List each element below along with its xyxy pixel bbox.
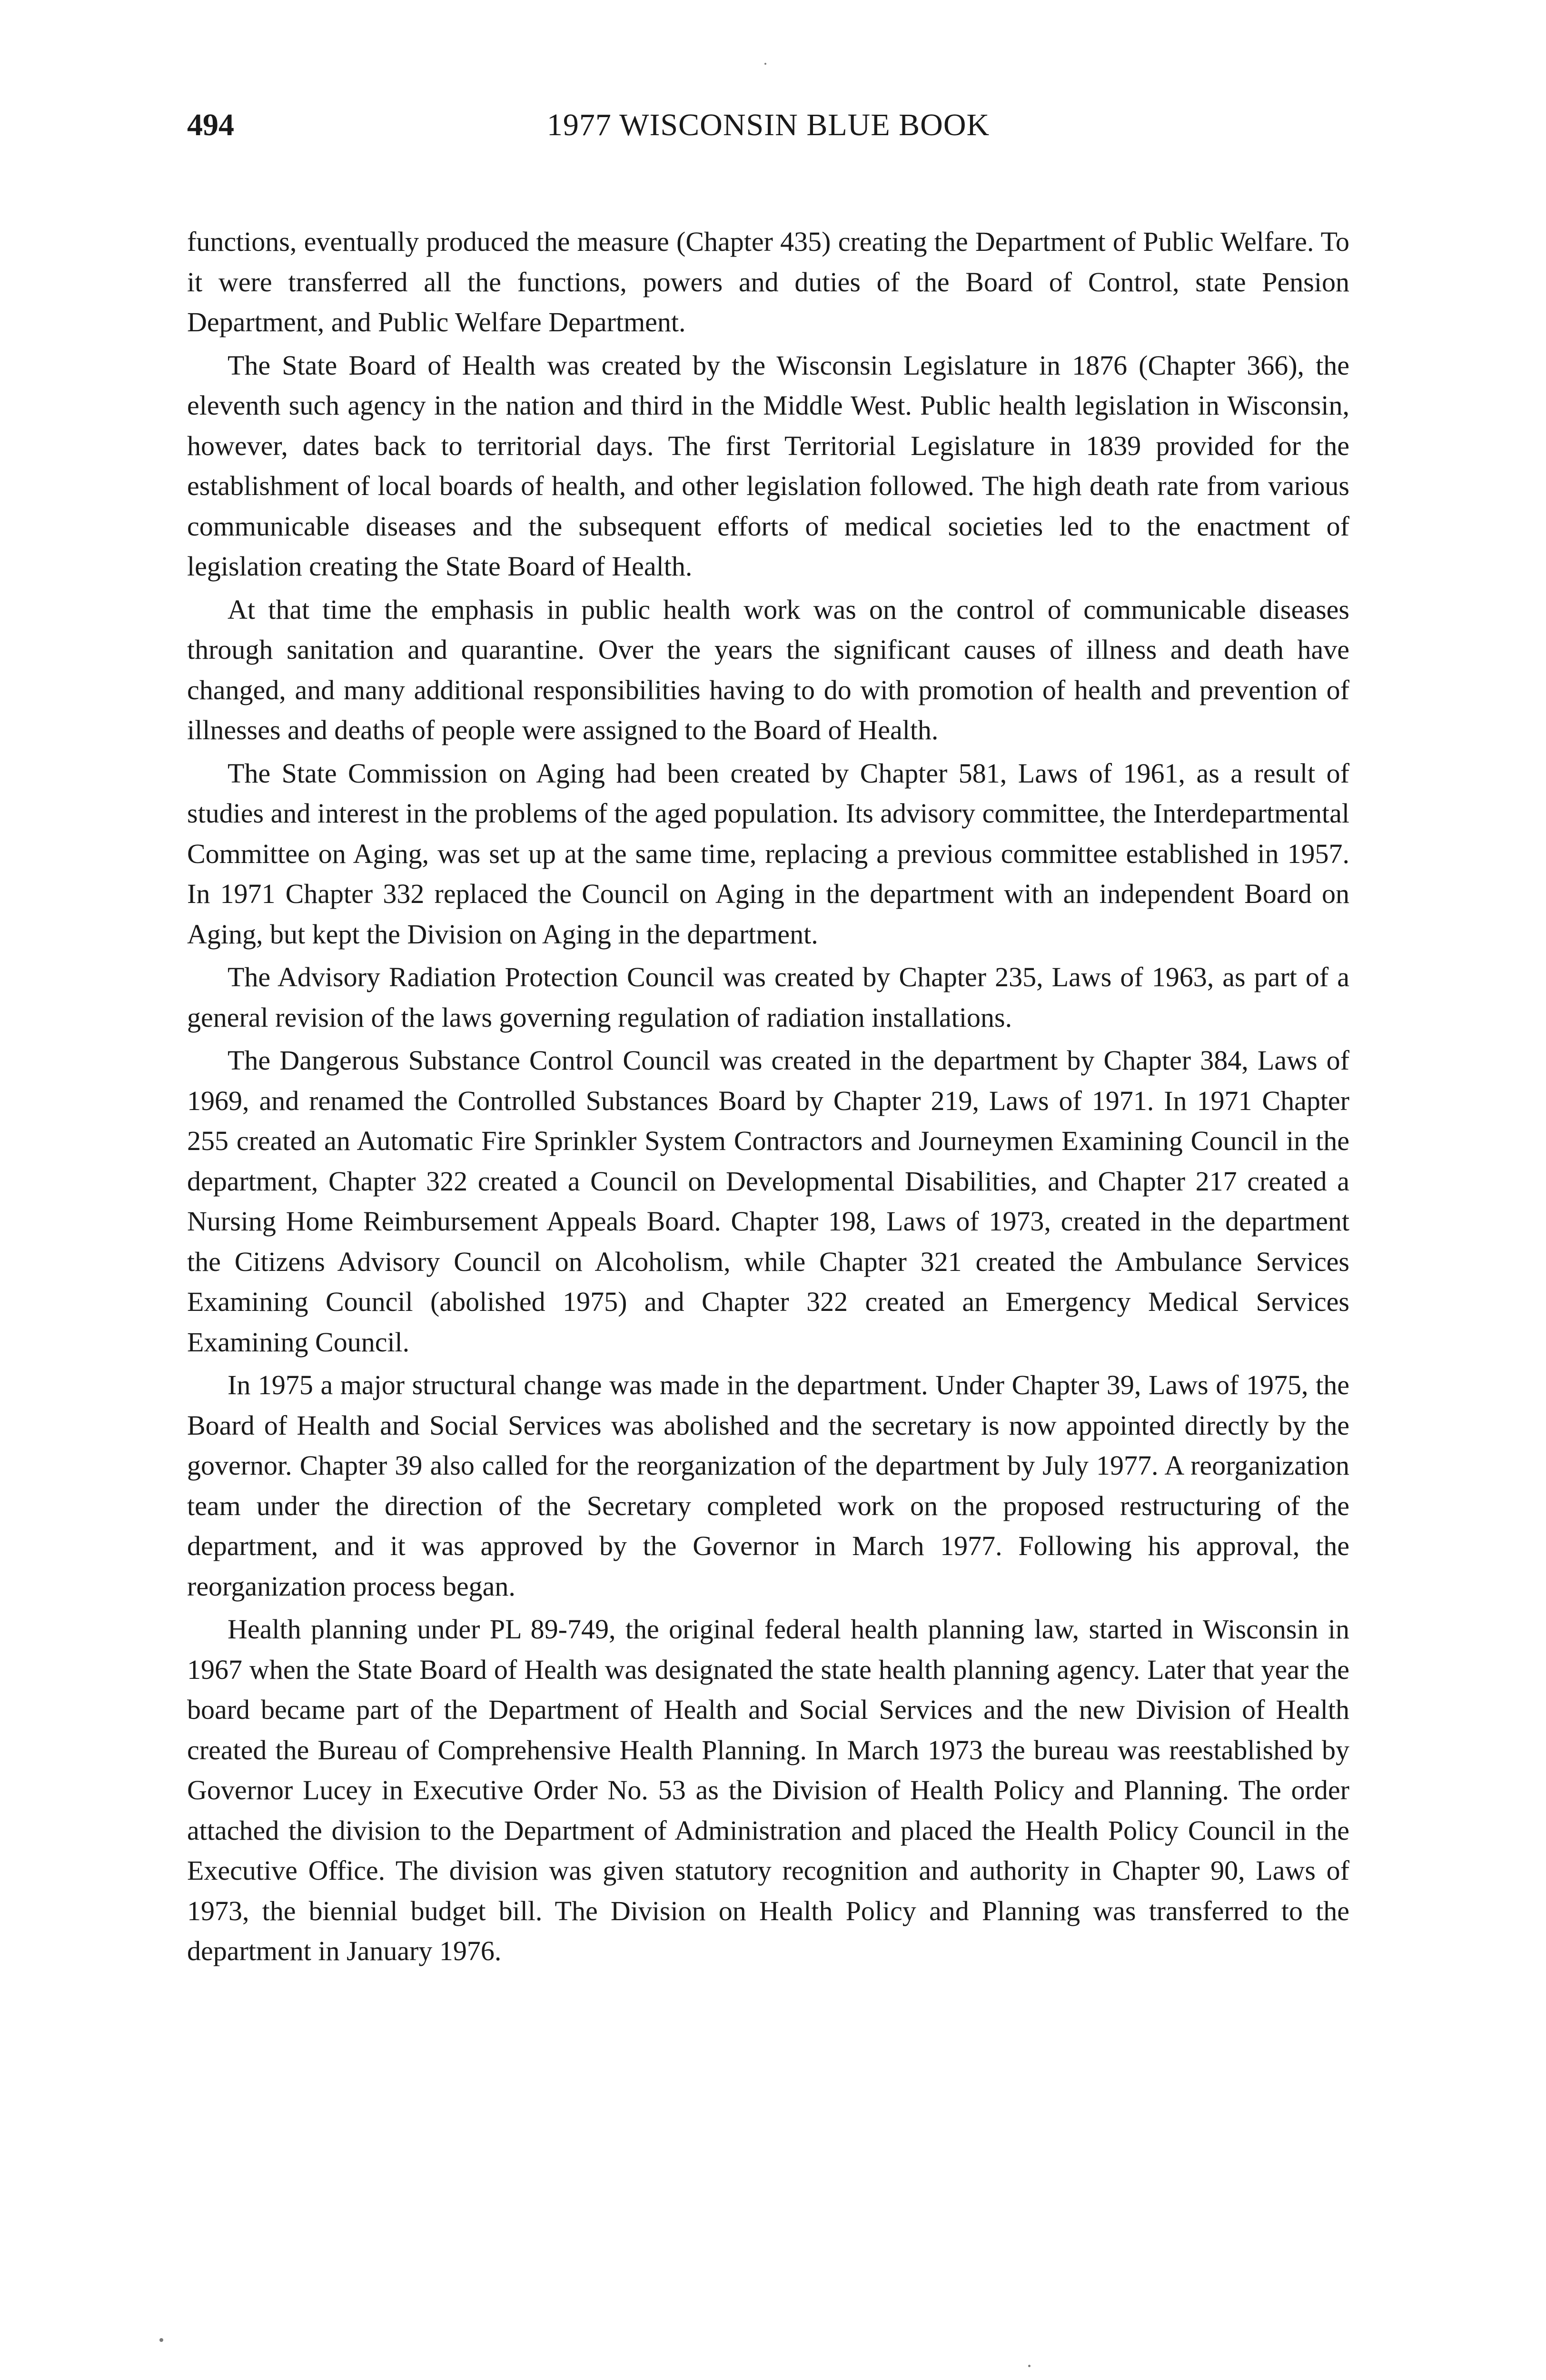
paragraph-3: At that time the emphasis in public health work was on the control of communicable diseases through sanitation and quarantine. Over the years the significant causes of illness and death have changed, and many additional responsibilities having to do with promotion of health and prevention of illnesses and deaths of people were assigned to the Board of Health. (187, 594, 1349, 745)
scan-speck (764, 63, 766, 65)
paragraph-6: The Dangerous Substance Control Council was created in the department by Chapter 384, Laws of 1969, and renamed the Controlled Substances Board by Chapter 219, Laws of 1971. In 1971 Chapter 255 created an Automatic Fire Sprinkler System Contractors and Journeymen Examining Council in the department, Chapter 322 created a Council on Developmental Disabilities, and Chapter 217 created a Nursing Home Reimbursement Appeals Board. Chapter 198, Laws of 1973, created in the department the Citizens Advisory Council on Alcoholism, while Chapter 321 created the Ambulance Services Examining Council (abolished 1975) and Chapter 322 created an Emergency Medical Services Examining Council. (187, 1045, 1349, 1358)
paragraph-2: The State Board of Health was created by the Wisconsin Legislature in 1876 (Chapter 366), the eleventh such agency in the nation and third in the Middle West. Public health legislation in Wisconsin, however, dates back to territorial days. The first Territorial Legislature in 1839 provided for the establishment of local boards of health, and other legislation followed. The high death rate from various communicable diseases and the subsequent efforts of medical societies led to the enactment of legislation creating the State Board of Health. (187, 349, 1349, 582)
paragraph-1: functions, eventually produced the measure (Chapter 435) creating the Department of Public Welfare. To it were transferred all the functions, powers and duties of the Board of Control, state Pension Department, and Public Welfare Department. (187, 226, 1349, 337)
running-title: 1977 WISCONSIN BLUE BOOK (546, 108, 990, 142)
page-header (187, 104, 1349, 147)
paragraph-7: In 1975 a major structural change was made in the department. Under Chapter 39, Laws of 1975, the Board of Health and Social Services was abolished and the secretary is now appointed directly by the governor. Chapter 39 also called for the reorganization of the department by July 1977. A reorganization team under the direction of the Secretary completed work on the proposed restructuring of the department, and it was approved by the Governor in March 1977. Following his approval, the reorganization process began. (187, 1369, 1349, 1602)
paragraph-8: Health planning under PL 89-749, the original federal health planning law, started in Wisconsin in 1967 when the State Board of Health was designated the state health planning agency. Later that year the board became part of the Department of Health and Social Services and the new Division of Health created the Bureau of Comprehensive Health Planning. In March 1973 the bureau was reestablished by Governor Lucey in Executive Order No. 53 as the Division of Health Policy and Planning. The order attached the division to the Department of Administration and placed the Health Policy Council in the Executive Office. The division was given statutory recognition and authority in Chapter 90, Laws of 1973, the biennial budget bill. The Division on Health Policy and Planning was transferred to the department in January 1976. (187, 1614, 1349, 1966)
paragraph-4: The State Commission on Aging had been created by Chapter 581, Laws of 1961, as a result of studies and interest in the problems of the aged population. Its advisory committee, the Interdepartmental Committee on Aging, was set up at the same time, replacing a previous committee established in 1957. In 1971 Chapter 332 replaced the Council on Aging in the department with an independent Board on Aging, but kept the Division on Aging in the department. (187, 757, 1349, 950)
scan-speck (1028, 2365, 1031, 2367)
body-text (187, 222, 1349, 1972)
paragraph-5: The Advisory Radiation Protection Council was created by Chapter 235, Laws of 1963, as part of a general revision of the laws governing regulation of radiation installations. (187, 962, 1349, 1033)
page-number: 494 (187, 108, 234, 142)
scan-speck (159, 2338, 163, 2342)
